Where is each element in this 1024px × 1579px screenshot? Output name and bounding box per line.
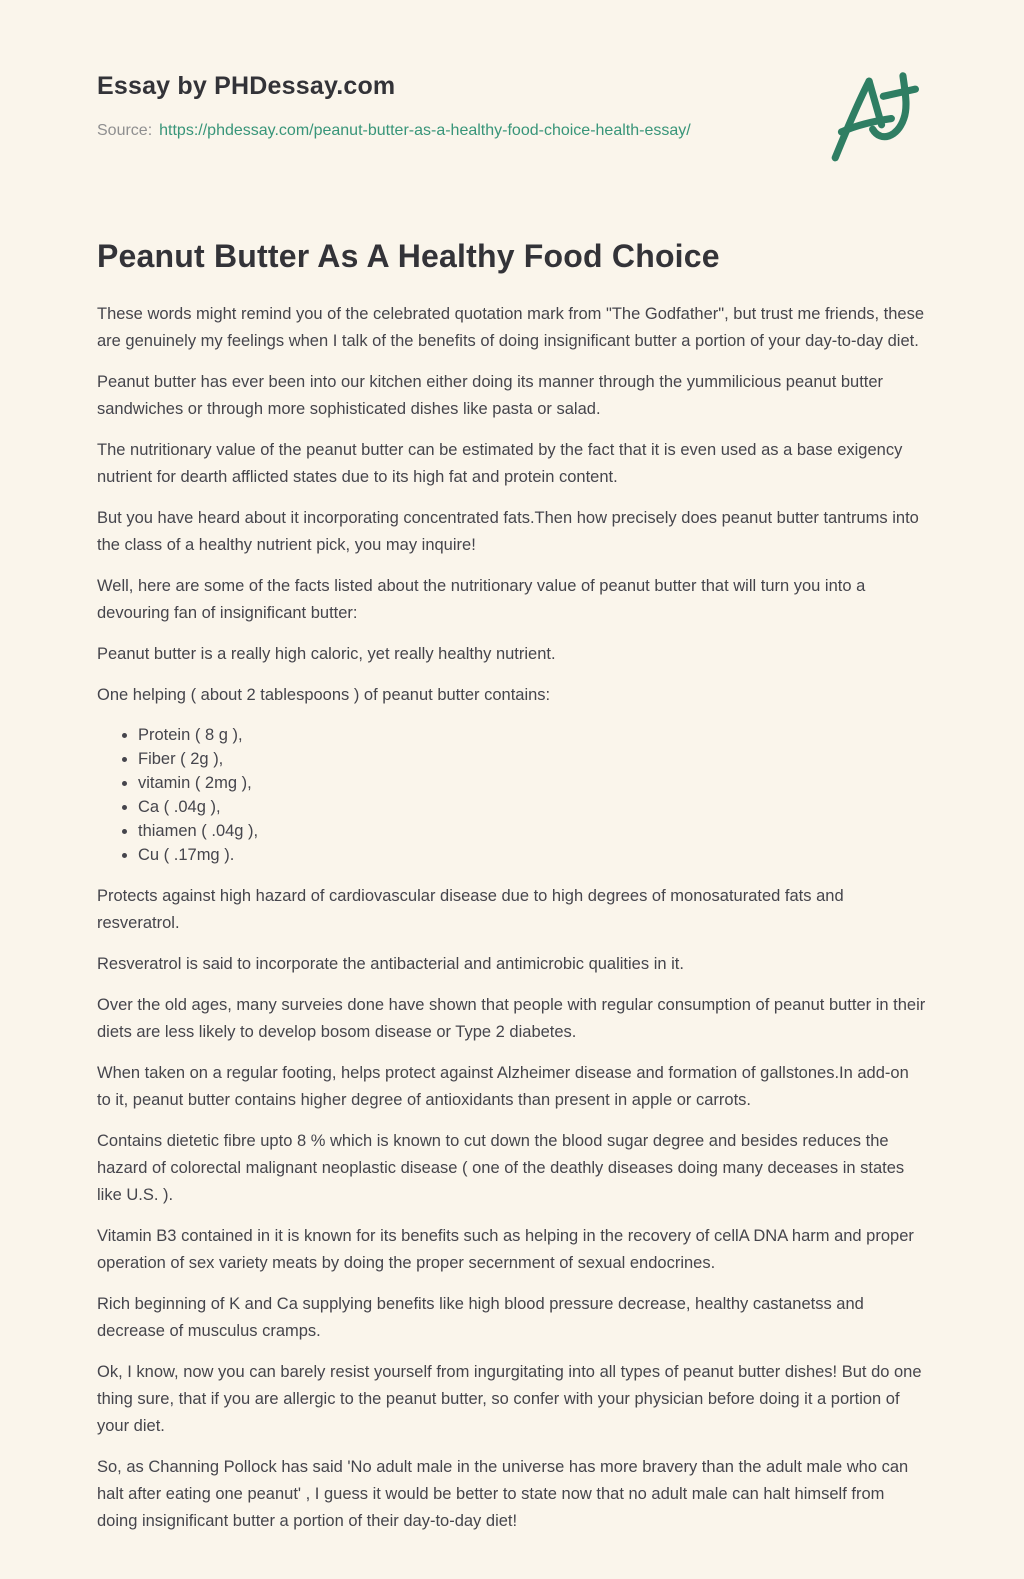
essay-paragraph: Over the old ages, many surveies done have shown that people with regular consumption of peanut butter in their diets are less likely to develop bosom disease or Type 2 diabetes. bbox=[97, 996, 926, 1041]
byline: Essay by PHDessay.com bbox=[97, 72, 396, 100]
essay-paragraph: Vitamin B3 contained in it is known for its benefits such as helping in the recovery of cellA DNA harm and proper operation of sex variety meats by doing the proper secernment of sexual endocrines. bbox=[97, 1227, 914, 1272]
essay-paragraph: The nutritionary value of the peanut butter can be estimated by the fact that it is even used as a base exigency nutrient for dearth afflicted states due to its high fat and protein content. bbox=[97, 441, 903, 486]
nutrition-list-item: • Ca ( .04g ), bbox=[138, 795, 927, 819]
source-label: Source: bbox=[97, 122, 153, 139]
essay-paragraph: When taken on a regular footing, helps protect against Alzheimer disease and formation of gallstones.In add-on to it, peanut butter contains higher degree of antioxidants than present in apple or carrots. bbox=[97, 1064, 909, 1109]
source-line bbox=[97, 120, 691, 142]
essay-paragraph: So, as Channing Pollock has said 'No adult male in the universe has more bravery than the adult male who can halt after eating one peanut' , I guess it would be better to state now that no adult male can halt himself from doing insignificant butter a portion of their day-to-day diet! bbox=[97, 1458, 909, 1530]
essay-paragraph: Resveratrol is said to incorporate the antibacterial and antimicrobic qualities in it. bbox=[97, 955, 684, 973]
header-text bbox=[97, 72, 691, 142]
essay-paragraph: Contains dietetic fibre upto 8 % which is known to cut down the blood sugar degree and besides reduces the hazard of colorectal malignant neoplastic disease ( one of the deathly diseases doing many deceases in states like U.S. ). bbox=[97, 1132, 905, 1204]
nutrition-list-item: • Cu ( .17mg ). bbox=[138, 843, 927, 867]
a-plus-logo-icon bbox=[829, 65, 927, 165]
essay-paragraph: Protects against high hazard of cardiovascular disease due to high degrees of monosaturated fats and resveratrol. bbox=[97, 887, 844, 932]
header bbox=[97, 72, 927, 165]
nutrition-list bbox=[97, 723, 927, 867]
essay-paragraph: Rich beginning of K and Ca supplying benefits like high blood pressure decrease, healthy castanetss and decrease of musculus cramps. bbox=[97, 1295, 864, 1340]
essay-title: Peanut Butter As A Healthy Food Choice bbox=[97, 238, 720, 274]
essay-content bbox=[97, 238, 927, 1535]
essay-paragraph: Well, here are some of the facts listed about the nutritionary value of peanut butter that will turn you into a devouring fan of insignificant butter: bbox=[97, 577, 866, 622]
nutrition-list-item: • Protein ( 8 g ), bbox=[138, 723, 927, 747]
source-link[interactable]: https://phdessay.com/peanut-butter-as-a-healthy-food-choice-health-essay/ bbox=[159, 122, 691, 139]
essay-paragraph: Ok, I know, now you can barely resist yourself from ingurgitating into all types of peanut butter dishes! But do one thing sure, that if you are allergic to the peanut butter, so confer with your physician before doing it a portion of your diet. bbox=[97, 1363, 922, 1435]
essay-paragraph: One helping ( about 2 tablespoons ) of peanut butter contains: bbox=[97, 686, 551, 704]
nutrition-list-item: • vitamin ( 2mg ), bbox=[138, 771, 927, 795]
essay-paragraph: Peanut butter has ever been into our kitchen either doing its manner through the yummilicious peanut butter sandwiches or through more sophisticated dishes like pasta or salad. bbox=[97, 373, 884, 418]
nutrition-list-item: • thiamen ( .04g ), bbox=[138, 819, 927, 843]
nutrition-list-item: • Fiber ( 2g ), bbox=[138, 747, 927, 771]
essay-paragraph: Peanut butter is a really high caloric, yet really healthy nutrient. bbox=[97, 645, 556, 663]
essay-paragraph: But you have heard about it incorporating concentrated fats.Then how precisely does peanut butter tantrums into the class of a healthy nutrient pick, you may inquire! bbox=[97, 509, 919, 554]
essay-paragraph: These words might remind you of the celebrated quotation mark from "The Godfather", but trust me friends, these are genuinely my feelings when I talk of the benefits of doing insignificant butter a portion of your day-to-day diet. bbox=[97, 305, 925, 350]
